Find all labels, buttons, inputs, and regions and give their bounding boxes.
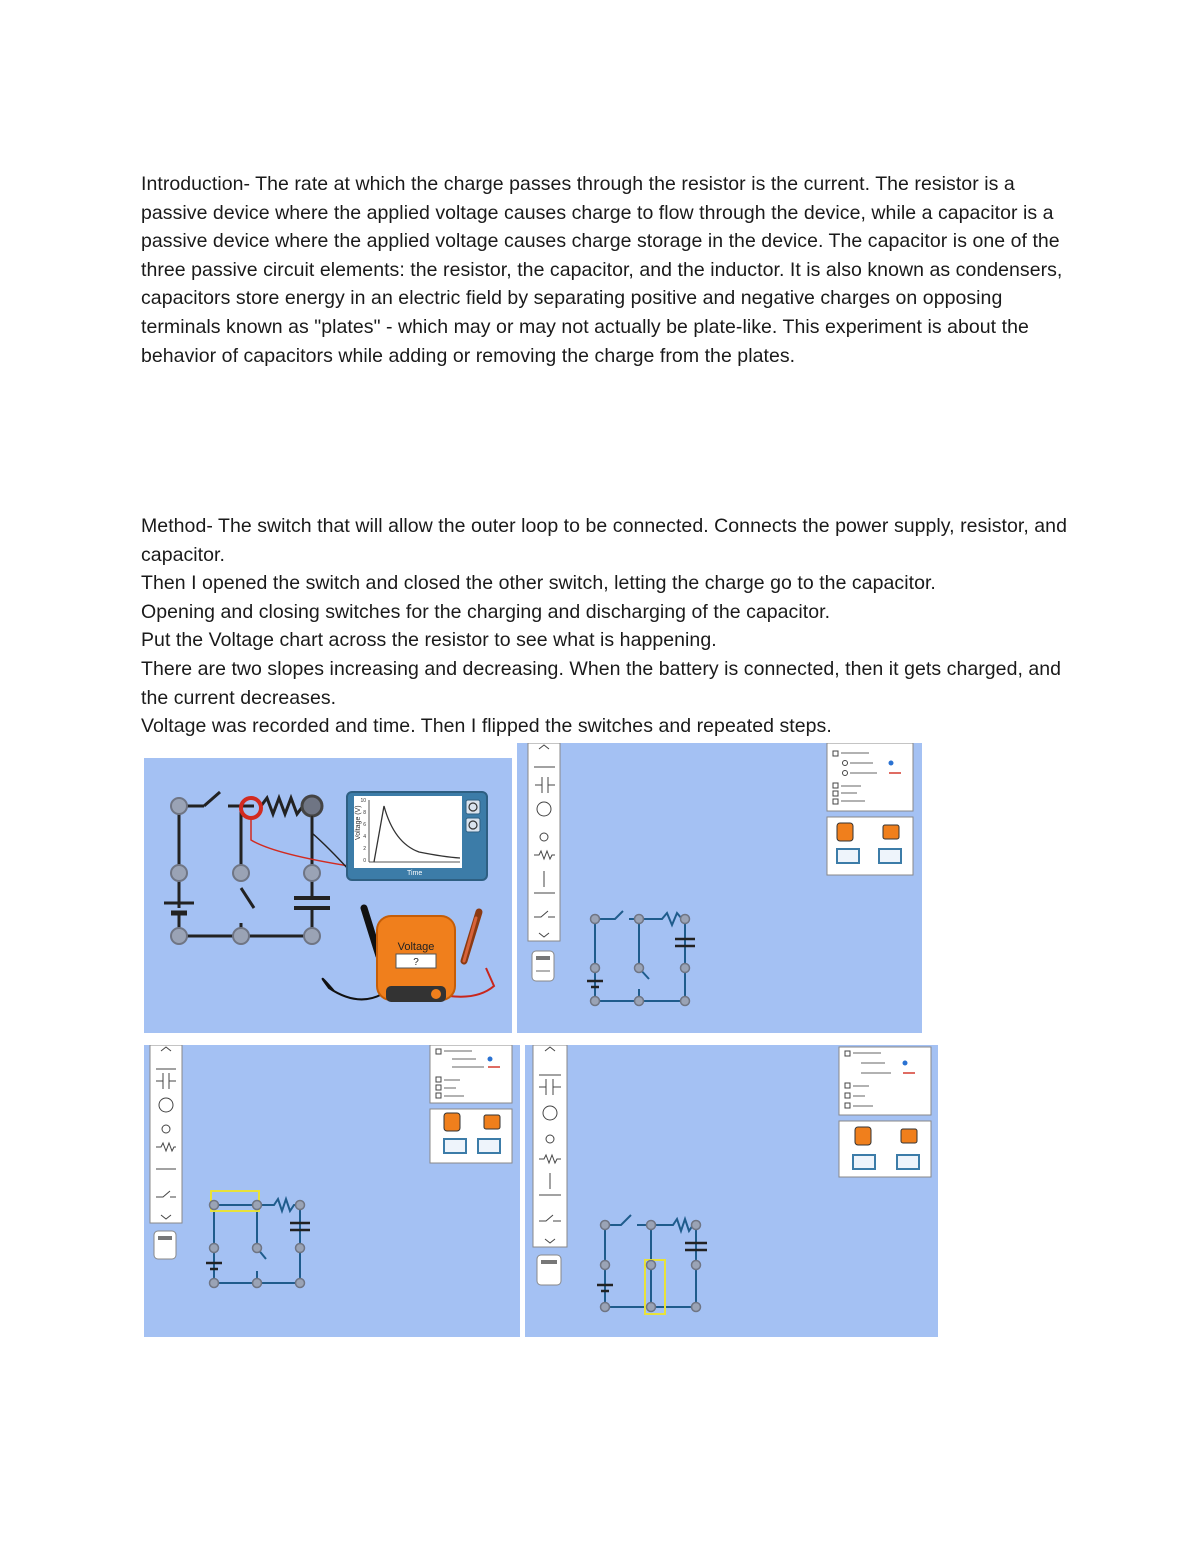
view-options-panel[interactable]	[430, 1045, 512, 1103]
method-line-2: Then I opened the switch and closed the other switch, letting the charge go to the capacitor.	[141, 572, 936, 595]
chart-xlabel: Time	[407, 870, 423, 877]
component-toolbox[interactable]	[528, 743, 560, 941]
svg-text:2: 2	[363, 846, 366, 852]
method-line-6: Voltage was recorded and time. Then I flipped the switches and repeated steps.	[141, 715, 832, 738]
svg-text:10: 10	[360, 798, 366, 804]
svg-text:4: 4	[363, 834, 366, 840]
voltmeter-value: ?	[413, 957, 419, 968]
method-paragraph	[141, 512, 1071, 741]
component-toolbox[interactable]	[150, 1045, 182, 1223]
voltmeter-label: Voltage	[397, 941, 435, 953]
introduction-paragraph	[141, 170, 1071, 370]
circuit-screenshot-1	[144, 758, 512, 1033]
method-line-3: Opening and closing switches for the charging and discharging of the capacitor.	[141, 600, 831, 623]
circuit-screenshot-2	[517, 743, 922, 1033]
circuit-screenshot-4	[525, 1045, 938, 1337]
view-options-panel[interactable]	[839, 1047, 931, 1115]
circuit-screenshot-3	[144, 1045, 520, 1337]
zoom-out-button[interactable]	[466, 818, 480, 832]
introduction-text: Introduction- The rate at which the charge passes through the resistor is the current. The resistor is a passive device where the applied voltage causes charge to flow through the device, while a capacitor is a passive device where the applied voltage causes charge storage in the device. The capacitor is one of the three passive circuit elements: the resistor, the capacitor, and the inductor. It is also known as condensers, capacitors store energy in an electric field by separating positive and negative charges on opposing terminals known as "plates" - which may or may not actually be plate-like. This experiment is about the behavior of capacitors while adding or removing the charge from the plates.	[141, 173, 1063, 367]
svg-text:6: 6	[363, 822, 366, 828]
method-line-5: There are two slopes increasing and decreasing. When the battery is connected, then it gets charged, and the current decreases.	[141, 657, 1062, 709]
zoom-in-button[interactable]	[466, 800, 480, 814]
view-options-panel[interactable]	[827, 743, 913, 811]
method-line-1: Method- The switch that will allow the outer loop to be connected. Connects the power supply, resistor, and capacitor.	[141, 515, 1067, 566]
method-line-4: Put the Voltage chart across the resistor to see what is happening.	[141, 629, 717, 652]
svg-text:8: 8	[363, 810, 366, 816]
chart-ylabel: Voltage (V)	[355, 805, 362, 840]
svg-text:0: 0	[363, 858, 366, 864]
